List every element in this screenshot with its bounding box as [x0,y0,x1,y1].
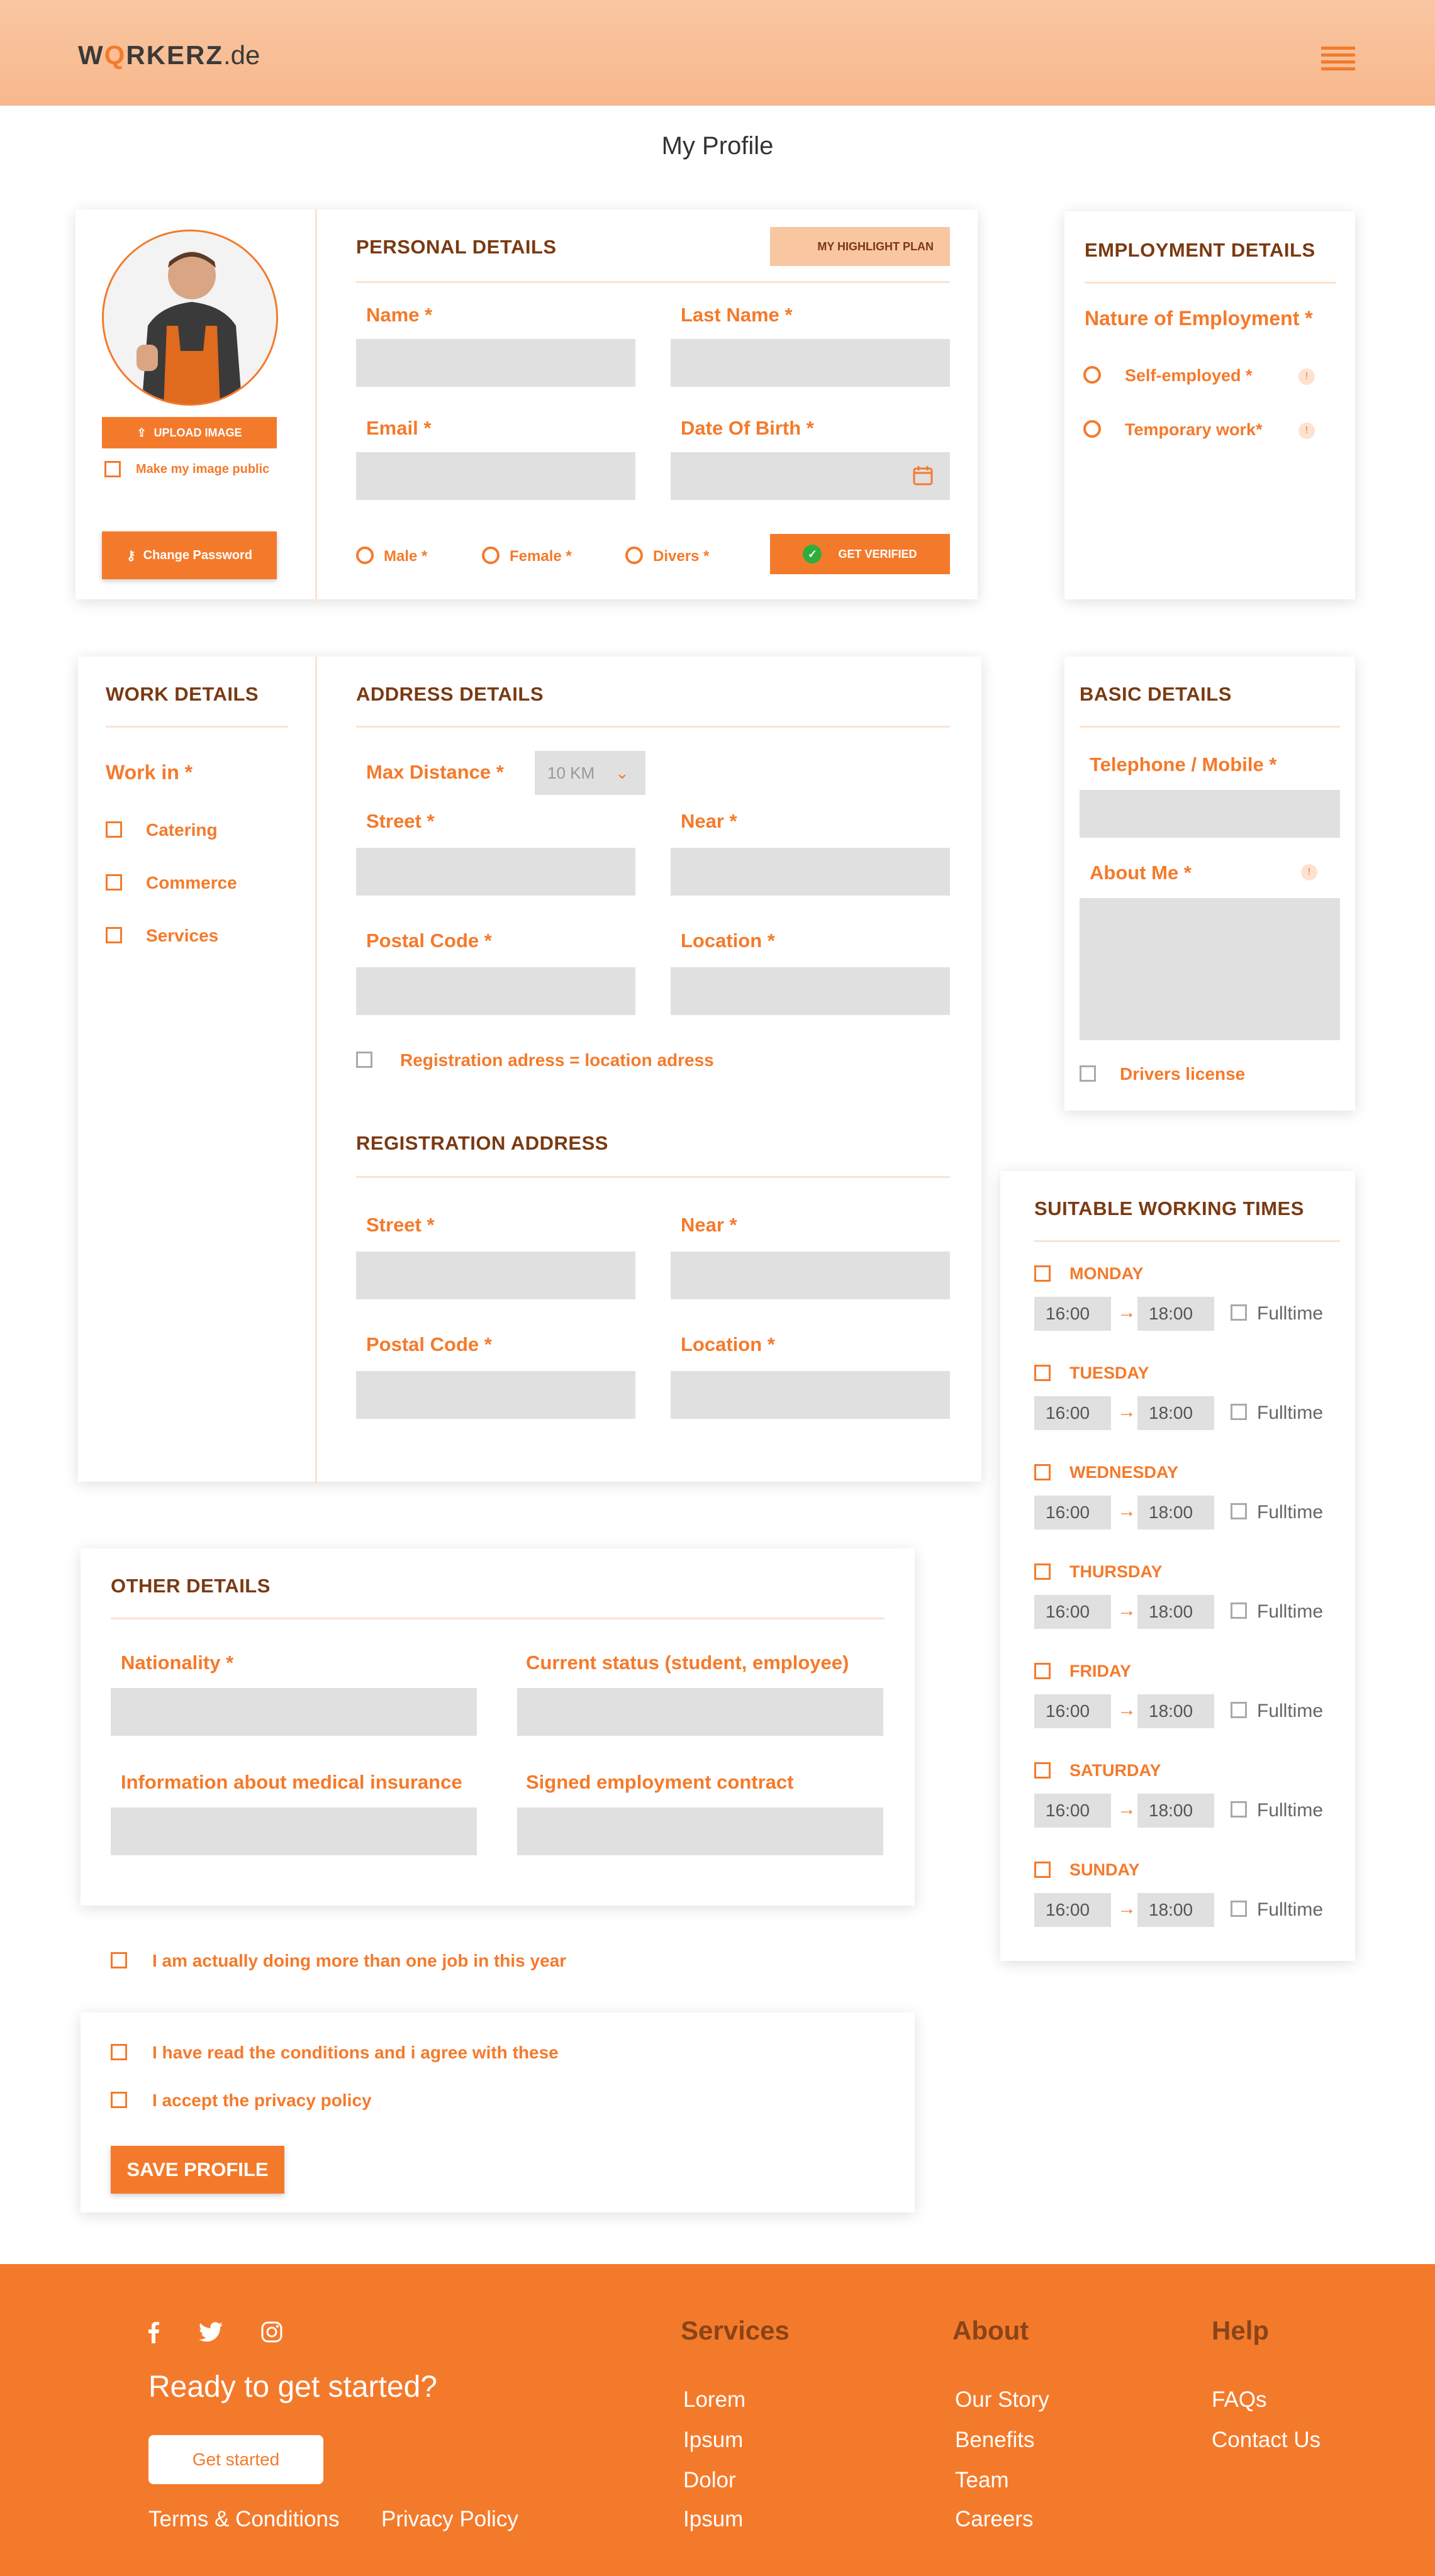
day-label: SATURDAY [1069,1761,1161,1780]
arrow-right-icon: → [1117,1699,1136,1720]
other-title: OTHER DETAILS [111,1575,271,1597]
help-link[interactable]: Contact Us [1212,2428,1321,2452]
medical-insurance-input[interactable] [111,1807,477,1855]
arrow-right-icon: → [1117,1600,1136,1621]
current-status-input[interactable] [517,1688,883,1736]
personal-title: PERSONAL DETAILS [356,236,557,258]
public-image-checkbox[interactable] [104,461,121,477]
female-label: Female * [510,548,572,565]
reg-postal-code-input[interactable] [356,1371,635,1419]
help-link[interactable]: FAQs [1212,2387,1267,2412]
location-label: Location * [681,930,775,952]
dob-label: Date Of Birth * [681,417,814,439]
commerce-checkbox[interactable] [106,874,122,891]
conditions-checkbox[interactable] [111,2044,127,2060]
basic-title: BASIC DETAILS [1080,683,1232,705]
day-checkbox[interactable] [1034,1663,1051,1679]
drivers-license-checkbox[interactable] [1080,1065,1096,1082]
facebook-icon[interactable] [146,2321,161,2343]
fulltime-checkbox[interactable] [1231,1901,1247,1917]
about-link[interactable]: Our Story [955,2387,1049,2412]
nationality-label: Nationality * [121,1652,234,1674]
ready-text: Ready to get started? [148,2370,437,2404]
top-header [0,0,1435,106]
fulltime-checkbox[interactable] [1231,1404,1247,1420]
medical-insurance-label: Information about medical insurance [121,1771,462,1793]
female-radio[interactable] [482,547,500,564]
self-employed-radio[interactable] [1083,366,1101,384]
from-time-input[interactable]: 16:00 [1034,1496,1111,1530]
reg-street-label: Street * [366,1214,435,1236]
max-distance-label: Max Distance * [366,761,504,783]
from-time-input[interactable]: 16:00 [1034,1694,1111,1728]
menu-icon[interactable] [1321,47,1355,72]
about-link[interactable]: Benefits [955,2428,1035,2452]
arrow-right-icon: → [1117,1799,1136,1819]
catering-label: Catering [146,820,218,840]
registration-title: REGISTRATION ADDRESS [356,1132,608,1154]
about-heading: About [952,2316,1029,2345]
upload-icon: ⇪ [137,426,147,439]
arrow-right-icon: → [1117,1501,1136,1521]
name-input[interactable] [356,339,635,387]
day-checkbox[interactable] [1034,1464,1051,1480]
nationality-input[interactable] [111,1688,477,1736]
street-input[interactable] [356,848,635,896]
from-time-input[interactable]: 16:00 [1034,1893,1111,1927]
postal-code-label: Postal Code * [366,930,492,952]
work-title: WORK DETAILS [106,683,259,705]
male-radio[interactable] [356,547,374,564]
commerce-label: Commerce [146,873,237,892]
employment-card [1064,211,1355,599]
fulltime-checkbox[interactable] [1231,1602,1247,1619]
arrow-right-icon: → [1117,1302,1136,1323]
check-icon: ✓ [803,545,822,564]
current-status-label: Current status (student, employee) [526,1652,849,1674]
street-label: Street * [366,810,435,832]
day-label: TUESDAY [1069,1363,1149,1382]
day-label: FRIDAY [1069,1662,1132,1680]
from-time-input[interactable]: 16:00 [1034,1396,1111,1430]
to-time-input[interactable]: 18:00 [1137,1893,1214,1927]
help-heading: Help [1212,2316,1270,2345]
reg-near-input[interactable] [671,1252,950,1299]
to-time-input[interactable]: 18:00 [1137,1496,1214,1530]
employment-title: EMPLOYMENT DETAILS [1085,239,1315,261]
fulltime-checkbox[interactable] [1231,1801,1247,1818]
to-time-input[interactable]: 18:00 [1137,1396,1214,1430]
chevron-down-icon: ⌄ [615,763,629,782]
highlight-plan-button[interactable]: MY HIGHLIGHT PLAN [770,227,950,266]
location-input[interactable] [671,967,950,1015]
fulltime-label: Fulltime [1257,1303,1324,1324]
privacy-link[interactable]: Privacy Policy [381,2507,518,2531]
male-label: Male * [384,548,428,565]
same-address-checkbox[interactable] [356,1052,372,1068]
phone-label: Telephone / Mobile * [1090,753,1277,775]
services-label: Services [146,926,219,945]
about-link[interactable]: Careers [955,2507,1034,2531]
drivers-license-label: Drivers license [1120,1064,1246,1084]
page-title: My Profile [661,132,774,160]
get-verified-button[interactable]: ✓ GET VERIFIED [770,534,950,574]
working-times-title: SUITABLE WORKING TIMES [1034,1197,1304,1219]
key-icon: ⚷ [126,548,136,563]
fulltime-checkbox[interactable] [1231,1702,1247,1718]
fulltime-label: Fulltime [1257,1502,1324,1523]
self-employed-label: Self-employed * [1125,366,1253,385]
from-time-input[interactable]: 16:00 [1034,1297,1111,1331]
instagram-icon[interactable] [260,2321,283,2343]
services-checkbox[interactable] [106,927,122,943]
from-time-input[interactable]: 16:00 [1034,1595,1111,1629]
day-checkbox[interactable] [1034,1365,1051,1381]
privacy-label: I accept the privacy policy [152,2090,372,2110]
about-me-label: About Me * [1090,862,1192,884]
day-checkbox[interactable] [1034,1563,1051,1580]
get-started-button[interactable]: Get started [148,2435,323,2484]
fulltime-checkbox[interactable] [1231,1503,1247,1519]
postal-code-input[interactable] [356,967,635,1015]
services-heading: Services [681,2316,790,2345]
work-in-label: Work in * [106,761,193,784]
about-link[interactable]: Team [955,2468,1009,2492]
to-time-input[interactable]: 18:00 [1137,1595,1214,1629]
same-address-label: Registration adress = location adress [400,1050,714,1070]
temporary-work-label: Temporary work* [1125,420,1263,439]
temporary-work-radio[interactable] [1083,420,1101,438]
upload-image-button[interactable]: ⇪ UPLOAD IMAGE [102,417,277,448]
phone-input[interactable] [1080,790,1340,838]
avatar [102,230,278,406]
employment-contract-input[interactable] [517,1807,883,1855]
about-me-textarea[interactable] [1080,898,1340,1040]
day-label: THURSDAY [1069,1562,1163,1581]
terms-link[interactable]: Terms & Conditions [148,2507,340,2531]
name-label: Name * [366,304,433,326]
logo[interactable]: WQRKERZ.de [78,40,260,70]
conditions-label: I have read the conditions and i agree with these [152,2043,559,2062]
catering-checkbox[interactable] [106,821,122,838]
near-input[interactable] [671,848,950,896]
reg-location-input[interactable] [671,1371,950,1419]
dob-input[interactable] [671,452,950,500]
day-label: MONDAY [1069,1264,1144,1283]
services-link[interactable]: Ipsum [683,2507,744,2531]
to-time-input[interactable]: 18:00 [1137,1794,1214,1828]
fulltime-label: Fulltime [1257,1601,1324,1622]
address-title: ADDRESS DETAILS [356,683,544,705]
personal-card [75,209,978,599]
privacy-checkbox[interactable] [111,2092,127,2108]
day-checkbox[interactable] [1034,1862,1051,1878]
last-name-label: Last Name * [681,304,793,326]
email-label: Email * [366,417,432,439]
email-input[interactable] [356,452,635,500]
other-details-card [81,1548,915,1906]
reg-location-label: Location * [681,1333,775,1355]
public-image-label: Make my image public [136,462,270,476]
services-link[interactable]: Lorem [683,2387,746,2412]
last-name-input[interactable] [671,339,950,387]
day-checkbox[interactable] [1034,1265,1051,1282]
services-link[interactable]: Ipsum [683,2428,744,2452]
from-time-input[interactable]: 16:00 [1034,1794,1111,1828]
info-icon[interactable]: ! [1298,369,1315,385]
day-label: SUNDAY [1069,1860,1140,1879]
more-jobs-label: I am actually doing more than one job in this year [152,1951,567,1970]
footer [0,2264,1435,2576]
services-link[interactable]: Dolor [683,2468,736,2492]
to-time-input[interactable]: 18:00 [1137,1694,1214,1728]
reg-postal-code-label: Postal Code * [366,1333,492,1355]
save-profile-button[interactable]: SAVE PROFILE [111,2146,284,2194]
working-times-card [1000,1171,1355,1961]
fulltime-label: Fulltime [1257,1899,1324,1920]
more-jobs-checkbox[interactable] [111,1952,127,1968]
to-time-input[interactable]: 18:00 [1137,1297,1214,1331]
info-icon[interactable]: ! [1301,864,1317,880]
consent-card [81,2012,915,2212]
fulltime-label: Fulltime [1257,1402,1324,1423]
divers-label: Divers * [653,548,710,565]
work-address-card [78,657,981,1482]
fulltime-checkbox[interactable] [1231,1304,1247,1321]
day-label: WEDNESDAY [1069,1463,1179,1482]
arrow-right-icon: → [1117,1401,1136,1422]
nature-label: Nature of Employment * [1085,307,1313,330]
fulltime-label: Fulltime [1257,1800,1324,1821]
arrow-right-icon: → [1117,1898,1136,1919]
employment-contract-label: Signed employment contract [526,1771,794,1793]
calendar-icon[interactable] [912,465,934,486]
twitter-icon[interactable] [199,2322,223,2342]
max-distance-select[interactable]: 10 KM ⌄ [535,751,645,795]
day-checkbox[interactable] [1034,1762,1051,1779]
change-password-button[interactable]: ⚷ Change Password [102,531,277,579]
reg-near-label: Near * [681,1214,737,1236]
divers-radio[interactable] [625,547,643,564]
basic-details-card [1064,657,1355,1111]
reg-street-input[interactable] [356,1252,635,1299]
fulltime-label: Fulltime [1257,1701,1324,1721]
near-label: Near * [681,810,737,832]
info-icon[interactable]: ! [1298,423,1315,439]
